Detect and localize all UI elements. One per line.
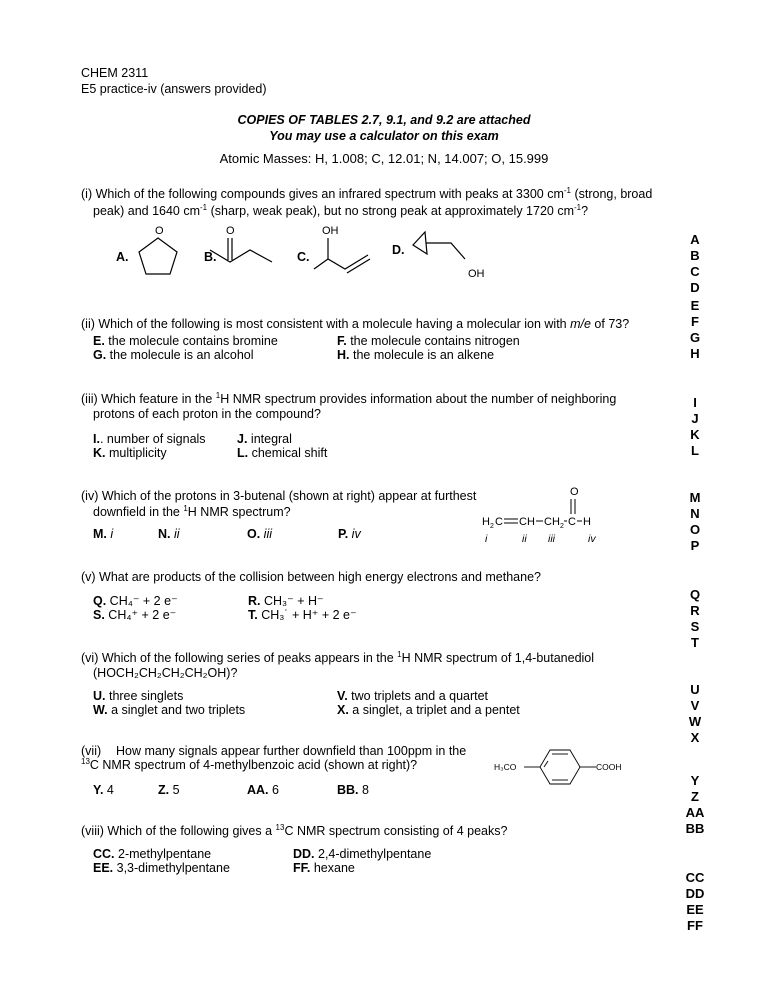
option-j: J. integral bbox=[237, 432, 292, 446]
course-code: CHEM 2311 bbox=[81, 66, 149, 80]
option-r: R. CH₃⁻ + H⁻ bbox=[248, 594, 324, 608]
answer-letter-j[interactable]: J bbox=[691, 411, 699, 426]
svg-text:iii: iii bbox=[548, 533, 555, 545]
option-k: K. multiplicity bbox=[93, 446, 167, 460]
option-bb: BB. 8 bbox=[337, 783, 369, 797]
question-7-number: (vii) bbox=[81, 744, 102, 758]
answer-letter-i[interactable]: I bbox=[693, 395, 697, 410]
answer-letter-m[interactable]: M bbox=[689, 490, 701, 505]
option-x: X. a singlet, a triplet and a pentet bbox=[337, 703, 520, 717]
answer-letter-n[interactable]: N bbox=[690, 506, 700, 521]
option-n: N. ii bbox=[158, 527, 180, 541]
answer-letter-dd[interactable]: DD bbox=[685, 886, 705, 901]
question-3-line-2: protons of each proton in the compound? bbox=[93, 407, 321, 421]
answer-letter-z[interactable]: Z bbox=[691, 789, 699, 804]
option-b-label: B. bbox=[204, 250, 217, 264]
tables-note: COPIES OF TABLES 2.7, 9.1, and 9.2 are attached bbox=[237, 113, 531, 127]
answer-choices-1 bbox=[670, 232, 720, 296]
question-7-line-2: $^{13}$C NMR spectrum of 4-methylbenzoic acid (shown at right)? bbox=[81, 756, 418, 772]
answer-choices-2 bbox=[670, 298, 720, 362]
option-l: L. chemical shift bbox=[237, 446, 328, 460]
answer-letter-h[interactable]: H bbox=[690, 346, 700, 361]
exam-title: E5 practice-iv (answers provided) bbox=[81, 82, 267, 96]
question-1-line-2: peak) and 1640 $cm^{-1}$ (sharp, weak peak), but no strong peak at approximately 1720 $cm^{-1}$? bbox=[93, 202, 589, 218]
option-v: V. two triplets and a quartet bbox=[337, 689, 489, 703]
answer-letter-ee[interactable]: EE bbox=[686, 902, 704, 917]
svg-text:2: 2 bbox=[560, 523, 564, 530]
answer-letter-l[interactable]: L bbox=[691, 443, 699, 458]
answer-letter-p[interactable]: P bbox=[690, 538, 700, 553]
option-i: I.. number of signals bbox=[93, 432, 206, 446]
benzene-ring bbox=[540, 750, 580, 784]
svg-text:H: H bbox=[482, 516, 490, 528]
option-p: P. iv bbox=[338, 527, 361, 541]
butenal-structure bbox=[478, 482, 623, 552]
answer-choices-4 bbox=[670, 490, 720, 554]
carbonyl-oxygen-label: O bbox=[226, 225, 235, 237]
option-ff: FF. hexane bbox=[293, 861, 355, 875]
answer-choices-8 bbox=[670, 870, 720, 934]
answer-letter-v[interactable]: V bbox=[690, 698, 700, 713]
svg-text:C: C bbox=[495, 516, 503, 528]
svg-text:O: O bbox=[570, 486, 579, 498]
calculator-note: You may use a calculator on this exam bbox=[269, 129, 499, 143]
answer-letter-cc[interactable]: CC bbox=[685, 870, 705, 885]
option-h: H. the molecule is an alkene bbox=[337, 348, 495, 362]
option-c-label: C. bbox=[297, 250, 310, 264]
answer-letter-b[interactable]: B bbox=[690, 248, 700, 263]
answer-letter-r[interactable]: R bbox=[690, 603, 700, 618]
svg-text:H₃CO: H₃CO bbox=[494, 762, 517, 772]
answer-letter-o[interactable]: O bbox=[689, 522, 701, 537]
option-z: Z. 5 bbox=[158, 783, 180, 797]
question-6-line-2: (HOCH₂CH₂CH₂CH₂OH)? bbox=[93, 666, 238, 680]
question-6-line-1: (vi) Which of the following series of peaks appears in the $^1$H NMR spectrum of 1,4-butanediol bbox=[81, 649, 595, 665]
answer-letter-w[interactable]: W bbox=[688, 714, 702, 729]
option-a-label: A. bbox=[116, 250, 129, 264]
answer-choices-3 bbox=[670, 395, 720, 459]
option-dd: DD. 2,4-dimethylpentane bbox=[293, 847, 432, 861]
question-1-line-1: (i) Which of the following compounds gives an infrared spectrum with peaks at 3300 $cm^{-1}$ (strong, broad bbox=[81, 185, 653, 201]
answer-letter-bb[interactable]: BB bbox=[685, 821, 705, 836]
option-u: U. three singlets bbox=[93, 689, 184, 703]
answer-letter-ff[interactable]: FF bbox=[687, 918, 703, 933]
svg-text:i: i bbox=[485, 533, 488, 545]
option-s: S. CH₄⁺ + 2 e⁻ bbox=[93, 608, 177, 622]
svg-text:ii: ii bbox=[522, 533, 527, 545]
question-3-line-1: (iii) Which feature in the $^1$H NMR spectrum provides information about the number of neighboring bbox=[81, 390, 617, 406]
option-e: E. the molecule contains bromine bbox=[93, 334, 278, 348]
butanone-chain bbox=[210, 250, 272, 262]
question-4-line-2: downfield in the $^1$H NMR spectrum? bbox=[93, 503, 291, 519]
option-g: G. the molecule is an alcohol bbox=[93, 348, 254, 362]
methylbenzoic-acid-structure bbox=[490, 740, 630, 790]
option-q: Q. CH₄⁻ + 2 e⁻ bbox=[93, 594, 178, 608]
svg-text:CH: CH bbox=[519, 516, 535, 528]
answer-letter-t[interactable]: T bbox=[691, 635, 699, 650]
answer-letter-q[interactable]: Q bbox=[689, 587, 701, 602]
svg-text:H: H bbox=[583, 516, 591, 528]
option-m: M. i bbox=[93, 527, 114, 541]
hydroxyl-label-d: OH bbox=[468, 268, 485, 280]
svg-text:COOH: COOH bbox=[596, 762, 622, 772]
oxygen-atom-label: O bbox=[155, 225, 164, 237]
thf-ring bbox=[139, 238, 177, 274]
option-t: T. CH₃˙ + H⁺ + 2 e⁻ bbox=[248, 608, 357, 622]
answer-letter-aa[interactable]: AA bbox=[685, 805, 705, 820]
option-f: F. the molecule contains nitrogen bbox=[337, 334, 520, 348]
answer-letter-a[interactable]: A bbox=[690, 232, 700, 247]
question-2: (ii) Which of the following is most consistent with a molecule having a molecular ion with m/e of 73? bbox=[81, 317, 630, 331]
answer-letter-y[interactable]: Y bbox=[690, 773, 700, 788]
question-8: (viii) Which of the following gives a $^{13}$C NMR spectrum consisting of 4 peaks? bbox=[81, 822, 508, 838]
atomic-masses: Atomic Masses: H, 1.008; C, 12.01; N, 14.007; O, 15.999 bbox=[219, 151, 549, 166]
answer-letter-d[interactable]: D bbox=[690, 280, 700, 295]
answer-letter-f[interactable]: F bbox=[691, 314, 699, 329]
butenol-chain bbox=[314, 255, 368, 269]
question-4-line-1: (iv) Which of the protons in 3-butenal (shown at right) appear at furthest bbox=[81, 489, 477, 503]
answer-choices-6 bbox=[670, 682, 720, 746]
answer-letter-c[interactable]: C bbox=[690, 264, 700, 279]
option-o: O. iii bbox=[247, 527, 273, 541]
answer-letter-x[interactable]: X bbox=[690, 730, 700, 745]
option-y: Y. 4 bbox=[93, 783, 114, 797]
question-5: (v) What are products of the collision between high energy electrons and methane? bbox=[81, 570, 541, 584]
option-cc: CC. 2-methylpentane bbox=[93, 847, 212, 861]
svg-text:iv: iv bbox=[588, 533, 596, 545]
option-aa: AA. 6 bbox=[247, 783, 279, 797]
option-w: W. a singlet and two triplets bbox=[93, 703, 246, 717]
question-1-structures bbox=[100, 222, 500, 292]
answer-letter-k[interactable]: K bbox=[690, 427, 700, 442]
cyclopropane-ring bbox=[413, 232, 427, 254]
hydroxyl-label: OH bbox=[322, 225, 339, 237]
answer-letter-e[interactable]: E bbox=[690, 298, 700, 313]
option-d-label: D. bbox=[392, 243, 405, 257]
svg-text:CH: CH bbox=[544, 516, 560, 528]
answer-choices-7 bbox=[670, 773, 720, 837]
answer-letter-g[interactable]: G bbox=[689, 330, 701, 345]
answer-letter-s[interactable]: S bbox=[690, 619, 700, 634]
svg-text:2: 2 bbox=[490, 523, 494, 530]
option-ee: EE. 3,3-dimethylpentane bbox=[93, 861, 230, 875]
answer-choices-5 bbox=[670, 587, 720, 651]
question-7-line-1: How many signals appear further downfield than 100ppm in the bbox=[116, 744, 467, 758]
answer-letter-u[interactable]: U bbox=[690, 682, 700, 697]
svg-text:C: C bbox=[568, 516, 576, 528]
